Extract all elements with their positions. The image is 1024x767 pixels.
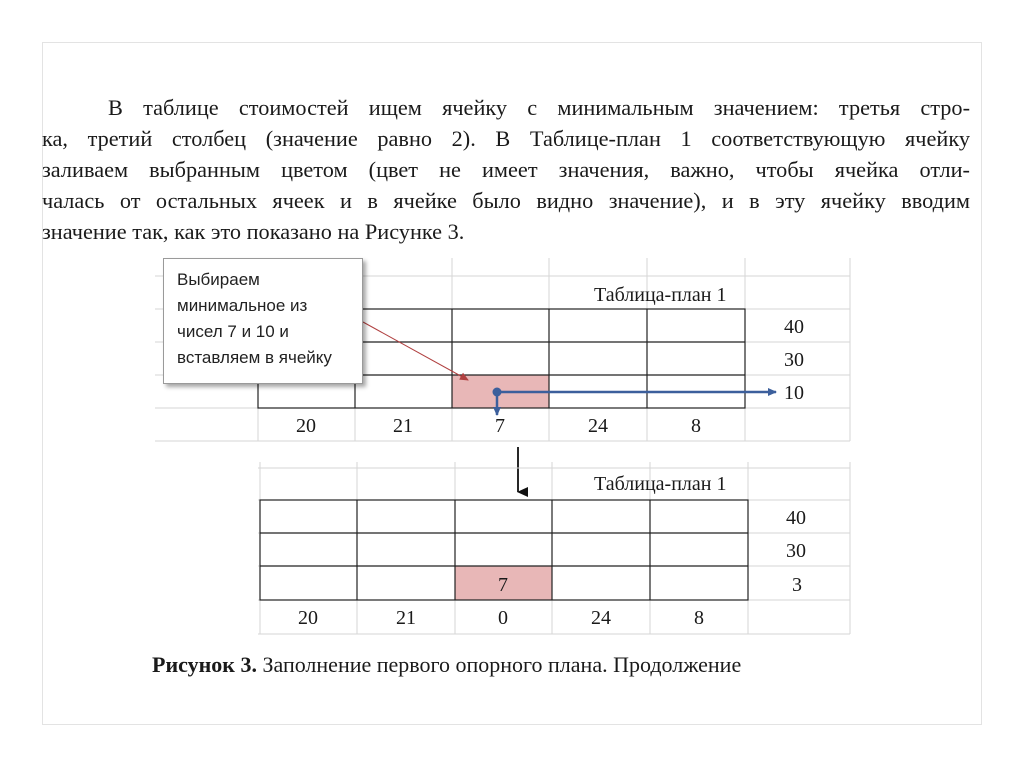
bottom-supply-2: 30 (786, 540, 806, 562)
bottom-demand-2: 21 (396, 607, 416, 629)
callout-line: чисел 7 и 10 и (177, 322, 289, 341)
bottom-table (258, 462, 850, 634)
top-demand-4: 24 (588, 415, 608, 437)
bottom-demand-5: 8 (694, 607, 704, 629)
bottom-demand-3: 0 (498, 607, 508, 629)
paragraph-line: заливаем выбранным цветом (цвет не имеет значения, важно, чтобы ячейка отли- (42, 157, 970, 182)
bottom-filled-cell: 7 (498, 574, 508, 596)
paragraph-line: ка, третий столбец (значение равно 2). В Таблице-план 1 соответствующую ячейку (42, 126, 970, 151)
top-demand-2: 21 (393, 415, 413, 437)
bottom-demand-4: 24 (591, 607, 611, 629)
caption-text: Заполнение первого опорного плана. Продолжение (256, 652, 742, 677)
callout-line: минимальное из (177, 296, 308, 315)
callout-line: вставляем в ячейку (177, 348, 332, 367)
top-supply-1: 40 (784, 316, 804, 338)
top-demand-5: 8 (691, 415, 701, 437)
top-supply-3: 10 (784, 382, 804, 404)
paragraph-line: чалась от остальных ячеек и в ячейке было видно значение), и в эту ячейку вводим (42, 188, 970, 213)
callout-line: Выбираем (177, 270, 260, 289)
paragraph-line: В таблице стоимостей ищем ячейку с минимальным значением: третья стро- (108, 95, 970, 120)
bottom-supply-1: 40 (786, 507, 806, 529)
caption-label: Рисунок 3. (152, 652, 257, 677)
top-demand-1: 20 (296, 415, 316, 437)
top-table-title: Таблица-план 1 (594, 284, 727, 306)
figure-caption (152, 652, 741, 678)
bottom-demand-1: 20 (298, 607, 318, 629)
top-supply-2: 30 (784, 349, 804, 371)
bottom-grid-lines (258, 462, 850, 634)
bottom-supply-3: 3 (792, 574, 802, 596)
callout-box (163, 258, 363, 384)
paragraph-line: значение так, как это показано на Рисунке 3. (42, 219, 465, 244)
top-demand-3: 7 (495, 415, 505, 437)
bottom-table-title: Таблица-план 1 (594, 473, 727, 495)
